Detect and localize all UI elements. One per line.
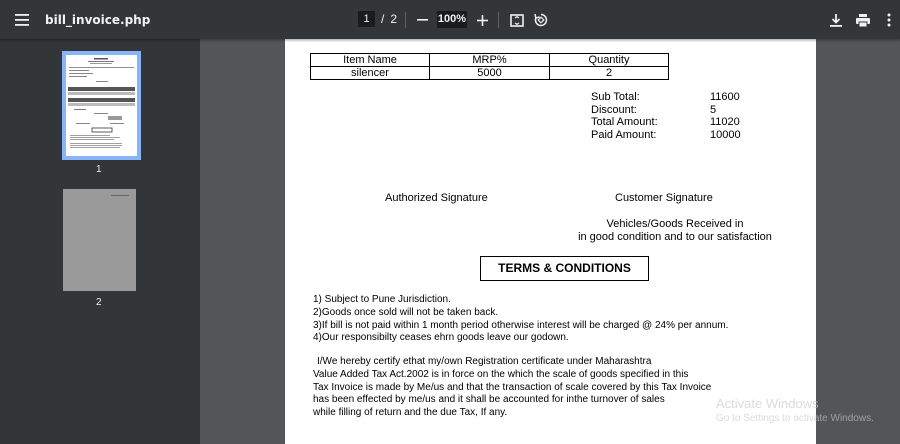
term-item: 1) Subject to Pune Jurisdiction.: [313, 294, 451, 305]
term-item: 4)Our responsibilty ceases ehrn goods leave our godown.: [313, 332, 569, 344]
terms-list: [313, 294, 728, 345]
term-item: 3)If bill is not paid within 1 month period otherwise interest will be charged @ 24% per annum.: [313, 319, 729, 331]
certification-line: Value Added Tax Act.2002 is in force on the which the scale of goods specified in this: [313, 368, 689, 380]
page-thumbnail-2[interactable]: [63, 189, 136, 291]
totals-row: [591, 129, 741, 142]
download-button[interactable]: [822, 6, 850, 34]
totals-value: 10000: [710, 129, 741, 142]
rotate-icon: [534, 13, 548, 27]
more-vertical-icon: [887, 13, 891, 27]
plus-icon: [477, 15, 488, 26]
certification-line: I/We hereby certify ethat my/own Registration certificate under Maharashtra: [317, 356, 652, 367]
toolbar-divider: [405, 12, 406, 28]
table-header: Item Name: [311, 54, 430, 67]
watermark-subtitle: Go to Settings to activate Windows.: [716, 413, 874, 424]
totals-row: [591, 104, 741, 117]
table-header: Quantity: [550, 54, 669, 67]
menu-button[interactable]: [8, 6, 36, 34]
table-row: [311, 67, 669, 80]
goods-received-note: [525, 218, 825, 244]
received-line: Vehicles/Goods Received in: [606, 218, 744, 230]
totals-label: Sub Total:: [591, 91, 640, 103]
hamburger-menu-icon: [15, 14, 29, 26]
download-icon: [830, 14, 842, 27]
watermark-title: Activate Windows: [716, 396, 819, 411]
table-cell: silencer: [311, 67, 430, 80]
totals-row: [591, 91, 741, 104]
items-table: [310, 53, 669, 80]
zoom-level-input[interactable]: 100%: [437, 11, 467, 28]
page-thumbnail-preview: [66, 55, 137, 156]
totals-label: Total Amount:: [591, 116, 658, 129]
totals-label: Discount:: [591, 103, 637, 116]
totals-value: 5: [710, 103, 717, 116]
rotate-button[interactable]: [527, 6, 555, 34]
zoom-out-button[interactable]: [408, 6, 436, 34]
pdf-toolbar: [0, 0, 900, 39]
received-line: in good condition and to our satisfaction: [578, 231, 772, 243]
totals-row: [591, 116, 741, 129]
page-navigation: [358, 11, 397, 27]
thumbnail-label: 1: [96, 164, 102, 175]
pdf-page: [285, 39, 816, 444]
terms-title: TERMS & CONDITIONS: [480, 256, 649, 281]
fit-page-icon: [510, 14, 524, 27]
page-separator: /: [381, 12, 385, 26]
zoom-in-button[interactable]: [468, 6, 496, 34]
tax-certification: [313, 356, 711, 420]
totals-label: Paid Amount:: [591, 129, 657, 142]
certification-line: has been effected by me/us and it shall be accounted for inthe turnover of sales: [313, 394, 665, 406]
table-header-row: [311, 54, 669, 67]
totals-section: [591, 91, 741, 142]
page-thumbnail-preview: [63, 189, 136, 291]
current-page-input[interactable]: 1: [358, 11, 375, 27]
table-cell: 2: [550, 67, 669, 80]
authorized-signature: Authorized Signature: [385, 192, 488, 204]
certification-line: Tax Invoice is made by Me/us and that the transaction of scale covered by this Tax Invoice: [313, 381, 712, 393]
activate-windows-watermark: [716, 396, 874, 424]
term-item: 2)Goods once sold will not be taken back.: [313, 306, 499, 318]
print-button[interactable]: [849, 6, 877, 34]
certification-line: while filling of return and the due Tax, If any.: [313, 407, 508, 419]
printer-icon: [856, 14, 870, 27]
customer-signature: Customer Signature: [615, 192, 713, 204]
page-thumbnail-1[interactable]: [62, 51, 141, 160]
file-title: bill_invoice.php: [45, 13, 151, 27]
toolbar-divider: [498, 12, 499, 28]
more-options-button[interactable]: [875, 6, 900, 34]
totals-value: 11020: [710, 116, 740, 129]
thumbnail-label: 2: [96, 297, 102, 308]
totals-value: 11600: [710, 91, 740, 103]
total-pages: 2: [390, 12, 398, 26]
table-cell: 5000: [430, 67, 550, 80]
minus-icon: [417, 19, 428, 21]
table-header: MRP%: [430, 54, 550, 67]
